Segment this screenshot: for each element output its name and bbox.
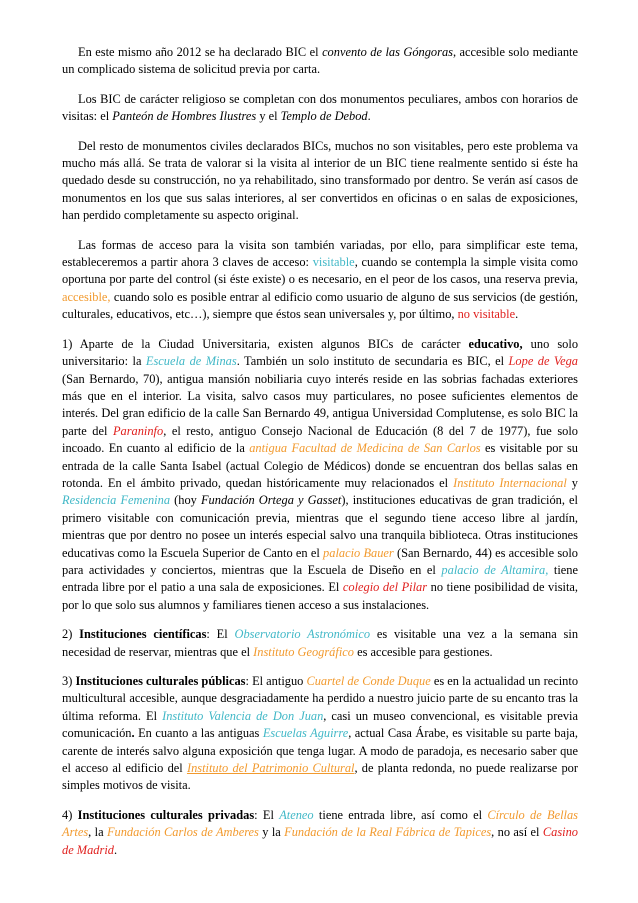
text: , de planta redonda, no puede realizarse por simples motivos de visita. [62,761,578,793]
text: 2) [62,627,80,642]
heading-culturales-publicas: Instituciones culturales públicas [75,674,246,688]
text: y la [258,825,285,840]
fundacion-carlos-amberes: Fundación Carlos de Amberes [106,825,259,840]
paragraph-civiles [62,138,578,225]
section-culturales-privadas [62,807,578,859]
section-culturales-publicas [62,673,578,795]
paragraph-religiosos [62,91,578,126]
paraninfo: Paraninfo [112,423,164,438]
text: , cuando se contempla la simple visita como oportuna por parte del control (si éste existe) o es necesario, en el peor de los casos, una reserva previa, [62,255,578,287]
text: 3) [62,674,76,688]
text: ), instituciones educativas de gran tradición, el primero visitable con comunicación previa, mientras que el segundo tiene acceso libre al jardín, mientras que por dentro no posee un interés especial salvo una tranquila biblioteca. Otras instituciones educativas como la Escuela Superior de Canto en el [62,493,578,560]
text: cuando solo es posible entrar al edificio como usuario de alguno de sus servicios (de gestión, culturales, educativos, etc…), siempre que éstos sean universales y, por último, [62,289,578,322]
text: . [515,307,519,322]
text: 1) Aparte de la Ciudad Universitaria, existen algunos BICs de carácter [62,336,469,351]
heading-cientificas: Instituciones científicas [79,627,207,642]
text: es visitable una vez a la semana sin necesidad de reservar, mientras que el [62,627,579,659]
key-accesible: accesible, [62,289,111,304]
text: , accesible solo mediante un complicado sistema de solicitud previa por carta. [62,45,578,77]
text: (San Bernardo, 44) es accesible solo para actividades y conciertos, mientras que la Escuela de Diseño en el [62,545,578,577]
paragraph-gongoras [62,44,578,79]
paragraph-claves-acceso [62,237,578,324]
text: Del resto de monumentos civiles declarados BICs, muchos no son visitables, pero este problema va mucho más allá. Se trata de valorar si la visita al interior de un BIC tiene realmente sentido si éste ha quedado desde su construcción, no ya rehabilitado, sino transformado por dentro. Se verán así casos de monumentos en los que sus salas interiores, al ser convertidos en oficinas o en salas de exposiciones, han perdido completamente su aspecto original. [62,138,578,223]
text: , casi un museo convencional, es visitable previa comunicación [62,708,578,741]
text: y el [256,109,281,124]
instituto-patrimonio-cultural: Instituto del Patrimonio Cultural [186,761,355,776]
text: , la [88,825,107,840]
fundacion-ortega-gasset: Fundación Ortega y Gasset [200,493,342,508]
text: y [566,475,578,490]
text: . También un solo instituto de secundaria es BIC, el [236,354,509,369]
residencia-femenina: Residencia Femenina [62,493,171,508]
text: es accesible para gestiones. [353,644,493,659]
palacio-bauer: palacio Bauer [323,545,394,560]
lope-de-vega: Lope de Vega [508,354,578,369]
text: Los BIC de carácter religioso se completan con dos monumentos peculiares, ambos con horarios de visitas: el [62,91,578,124]
text: es en la actualidad un recinto multicultural accesible, aunque desgraciadamente ha perdido a nuestro juicio parte de su encanto tras la última reforma. El [62,674,579,723]
key-no-visitable: no visitable [457,307,516,322]
text: : El [254,807,280,822]
section-educativo [62,336,578,615]
casino-madrid: Casino de Madrid [62,825,578,857]
templo-debod: Templo de Debod [280,109,368,124]
text: tiene entrada libre por el patio a una sala de exposiciones. El [62,562,578,595]
fundacion-real-fabrica-tapices: Fundación de la Real Fábrica de Tapices [284,825,492,840]
text: uno solo universitario: la [62,336,579,369]
text: : El antiguo [245,674,307,688]
escuela-minas: Escuela de Minas [145,354,237,369]
text: no tiene posibilidad de visita, por lo que solo sus alumnos y familiares tienen acceso a sus instalaciones. [62,580,578,612]
palacio-altamira: palacio de Altamira, [441,562,549,577]
text: : El [206,627,235,642]
ateneo: Ateneo [279,807,314,822]
text: Las formas de acceso para la visita son también variadas, por ello, para simplificar este tema, estableceremos a partir ahora 3 claves de acceso: [62,237,578,270]
circulo-bellas-artes: Círculo de Bellas Artes [62,807,579,840]
text: , actual Casa Árabe, es visitable su parte baja, carente de interés salvo alguna exposición que tenga lugar. A modo de paradoja, es necesario saber que el acceso al edificio del [62,726,578,776]
cuartel-conde-duque: Cuartel de Conde Duque [306,674,431,688]
observatorio-astronomico: Observatorio Astronómico [234,627,371,642]
heading-culturales-privadas: Instituciones culturales privadas [77,807,255,822]
instituto-valencia-don-juan: Instituto Valencia de Don Juan [162,708,324,723]
convento-gongoras: convento de las Góngoras [322,45,453,59]
text: es visitable por su entrada de la calle Santa Isabel (actual Colegio de Médicos) donde se encuentran dos bellas salas en rotonda. En el ámbito privado, quedan históricamente muy relacionados el [62,441,578,490]
instituto-geografico: Instituto Geográfico [253,644,354,659]
instituto-internacional: Instituto Internacional [453,475,567,490]
escuelas-aguirre: Escuelas Aguirre [262,726,349,741]
key-visitable: visitable [312,255,355,270]
text: , el resto, antiguo Consejo Nacional de Educación (8 del 7 de 1977), fue solo incoado. En cuanto al edificio de la [62,423,578,456]
text: , no así el [491,825,543,840]
text: (San Bernardo, 70), antigua mansión nobiliaria cuyo interés reside en las sobrias fachadas exteriores más que en el interior. La visita, salvo casos muy particulares, no posee suficientes elementos de interés. Del gran edificio de la calle San Bernardo 49, antigua Universidad Complutense, es solo BIC la parte del [62,371,578,438]
colegio-pilar: colegio del Pilar [342,580,428,595]
text: 4) [62,807,78,822]
section-cientificas [62,626,578,661]
text: tiene entrada libre, así como el [313,807,488,822]
text: . [367,109,371,124]
text: En este mismo año 2012 se ha declarado BIC el [78,45,323,59]
document-body [62,44,578,871]
facultad-medicina-san-carlos: antigua Facultad de Medicina de San Carlos [249,441,481,456]
text: (hoy [170,493,201,508]
text: En cuanto a las antiguas [134,726,263,741]
text: . [113,842,118,857]
panteon-hombres-ilustres: Panteón de Hombres Ilustres [112,109,257,124]
heading-educativo: educativo, [468,336,523,351]
text: . [131,726,135,741]
